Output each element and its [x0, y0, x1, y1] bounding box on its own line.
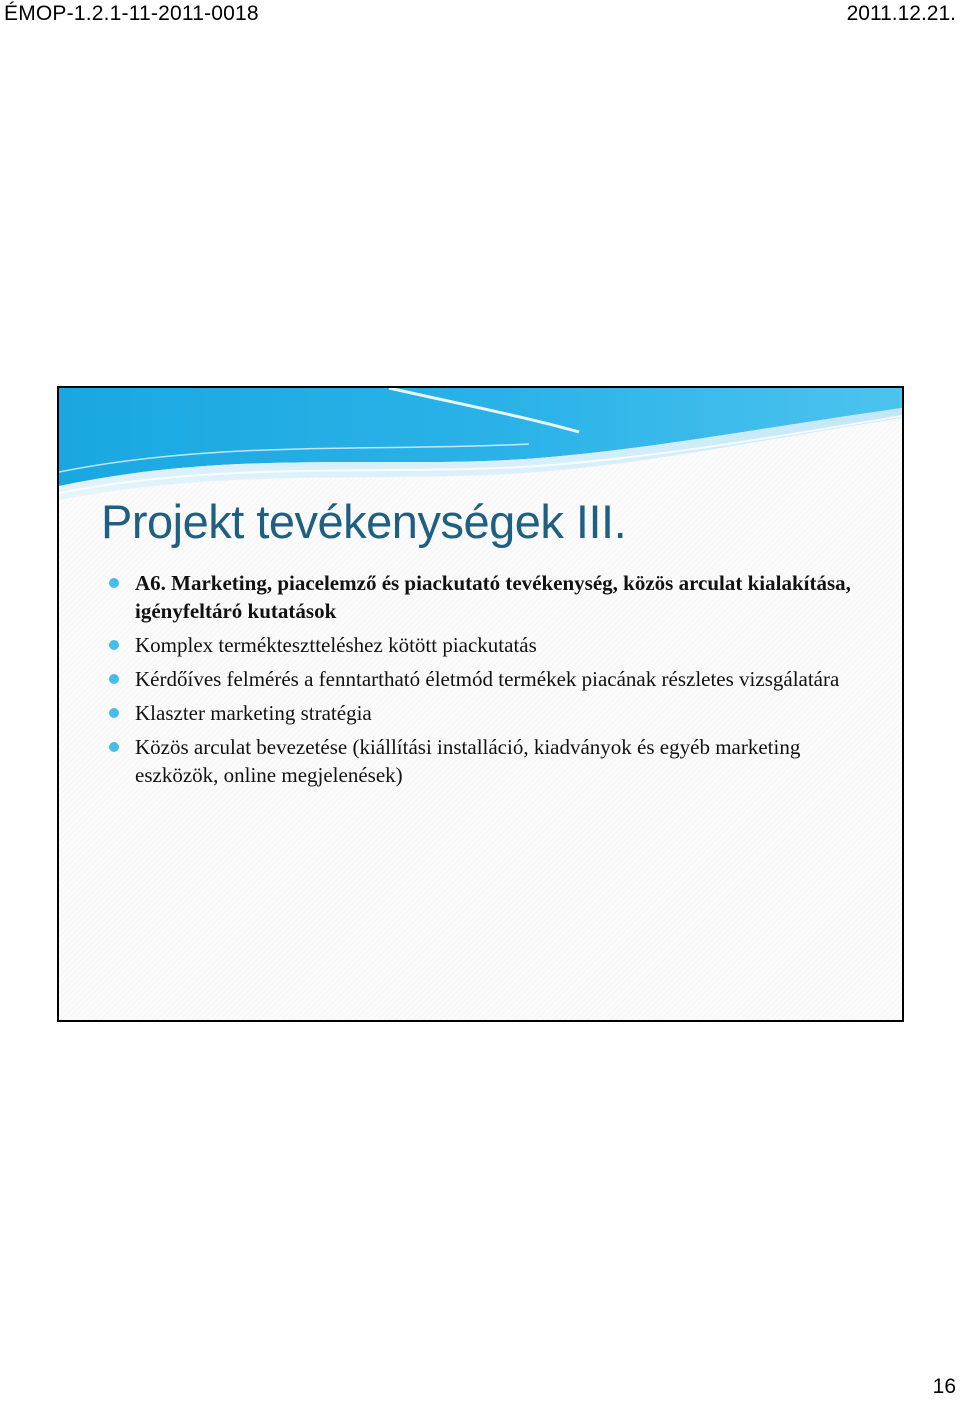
slide-title: Projekt tevékenységek III.	[101, 495, 627, 548]
bullet-text: Klaszter marketing stratégia	[135, 701, 372, 725]
bullet-dot-icon	[109, 640, 119, 650]
page-number: 16	[932, 1375, 956, 1398]
bullet-dot-icon	[109, 674, 119, 684]
bullet-list	[101, 569, 871, 795]
slide	[57, 386, 904, 1022]
document-date: 2011.12.21.	[846, 2, 956, 25]
bullet-item	[101, 631, 871, 659]
bullet-item	[101, 569, 871, 625]
bullet-item	[101, 733, 871, 789]
bullet-item	[101, 665, 871, 693]
bullet-text: Komplex terméktesztteléshez kötött piackutatás	[135, 633, 537, 657]
bullet-item	[101, 699, 871, 727]
project-code: ÉMOP-1.2.1-11-2011-0018	[4, 2, 259, 25]
bullet-text: A6. Marketing, piacelemző és piackutató tevékenység, közös arculat kialakítása, igényfeltáró kutatások	[135, 571, 851, 623]
bullet-dot-icon	[109, 742, 119, 752]
bullet-dot-icon	[109, 708, 119, 718]
bullet-text: Kérdőíves felmérés a fenntartható életmód termékek piacának részletes vizsgálatára	[135, 667, 840, 691]
bullet-dot-icon	[109, 578, 119, 588]
bullet-text: Közös arculat bevezetése (kiállítási installáció, kiadványok és egyéb marketing eszközök, online megjelenések)	[135, 735, 801, 787]
